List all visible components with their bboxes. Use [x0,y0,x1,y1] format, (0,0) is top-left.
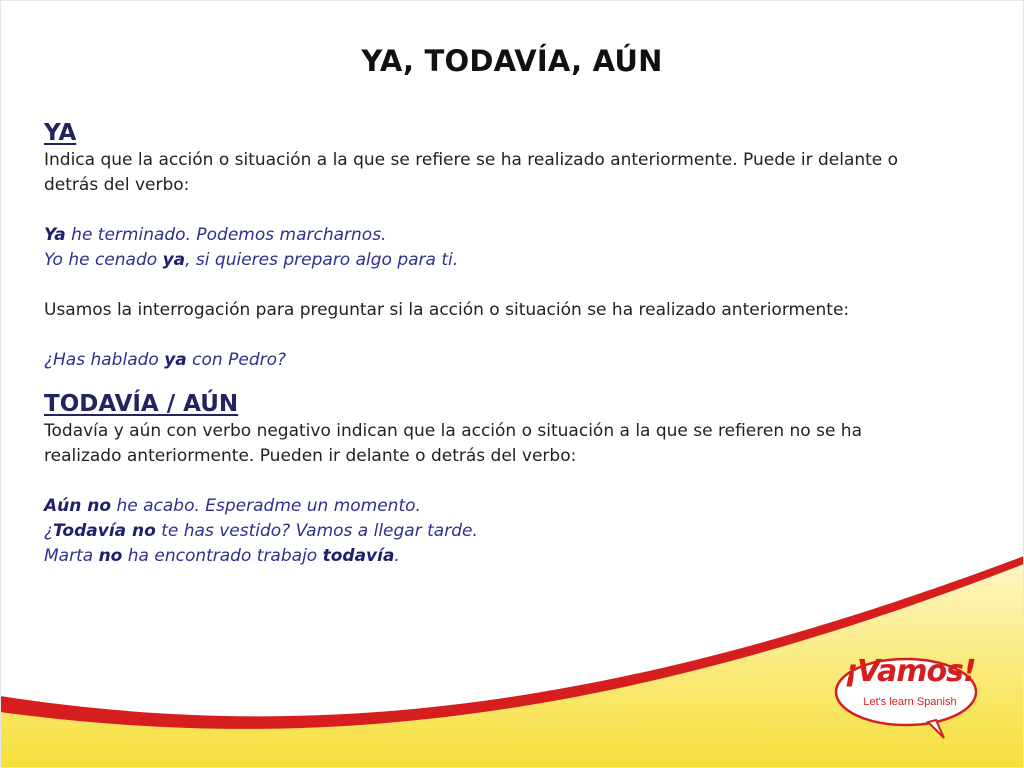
example-text: con Pedro? [186,350,287,370]
example-text: , si quieres preparo algo para ti. [185,250,459,270]
example-text: ¿ [44,521,54,541]
example-line [44,223,924,248]
vamos-logo [832,652,982,742]
main-content [44,118,924,569]
section-intro-todavia-aun: Todavía y aún con verbo negativo indican que la acción o situación a la que se refieren no se ha realizado anteriormente. Pueden ir delante o detrás del verbo: [44,421,863,466]
example-text: Marta [44,546,99,566]
page-title: YA, TODAVÍA, AÚN [361,44,663,78]
section-heading-ya: YA [44,120,77,146]
example-line [44,348,924,373]
section-todavia-aun [44,389,924,569]
example-text: Yo he cenado [44,250,163,270]
example-keyword: ya [162,250,186,270]
example-keyword: Ya [44,225,66,245]
example-text: ha encontrado trabajo [122,546,323,566]
example-text: . [394,546,400,566]
example-text: he acabo. Esperadme un momento. [111,496,421,516]
example-keyword: Aún no [44,496,112,516]
example-text: te has vestido? Vamos a llegar tarde. [155,521,478,541]
logo-word: ¡Vamos! [844,654,976,689]
example-line [44,519,924,544]
example-line [44,494,924,519]
logo-tagline: Let's learn Spanish [863,696,957,708]
example-line [44,248,924,273]
example-line [44,544,924,569]
section-intro-ya: Indica que la acción o situación a la que se refiere se ha realizado anteriormente. Puede ir delante o detrás del verbo: [44,150,899,195]
section-ya [44,118,924,373]
example-keyword: Todavía no [53,521,156,541]
section-note-ya: Usamos la interrogación para preguntar si la acción o situación se ha realizado anteriormente: [44,300,850,320]
example-keyword: todavía [322,546,395,566]
example-keyword: no [98,546,123,566]
section-heading-todavia-aun: TODAVÍA / AÚN [44,391,239,417]
example-text: he terminado. Podemos marcharnos. [65,225,387,245]
example-keyword: ya [164,350,187,370]
example-text: ¿Has hablado [44,350,165,370]
